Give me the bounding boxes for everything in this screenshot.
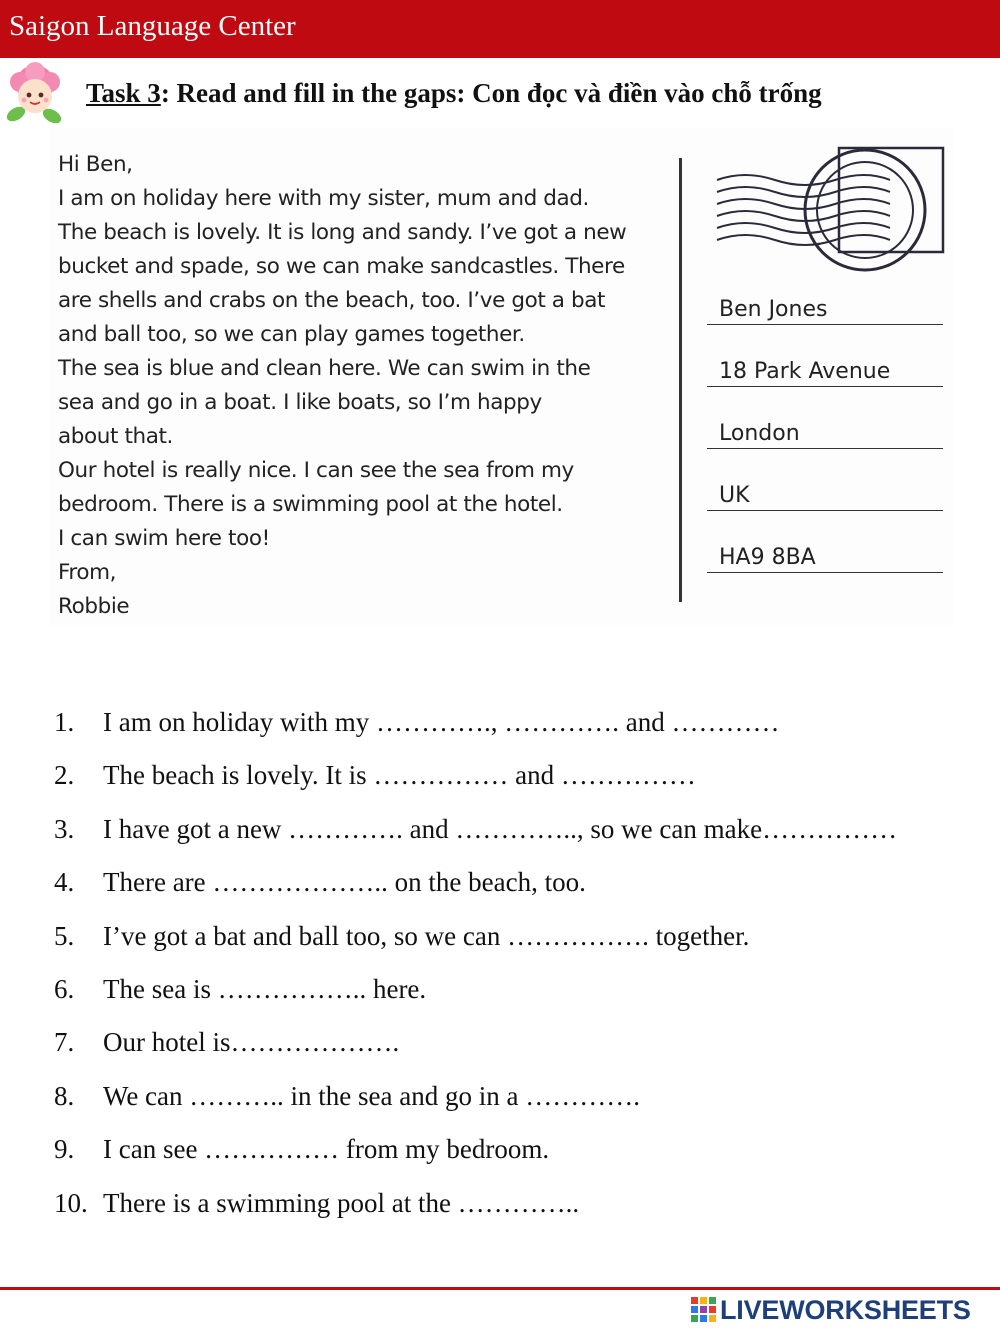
question-text[interactable]: There are ……………….. on the beach, too.: [103, 867, 586, 898]
postcard-divider: [679, 158, 682, 602]
letter-line: about that.: [58, 424, 173, 449]
question-text[interactable]: We can ……….. in the sea and go in a ………….: [103, 1080, 640, 1111]
question-item: [54, 921, 994, 974]
question-text[interactable]: There is a swimming pool at the …………..: [103, 1187, 580, 1218]
footer-divider: [0, 1287, 1000, 1290]
question-item: [54, 707, 994, 760]
letter-line: and ball too, so we can play games together.: [58, 322, 525, 347]
question-number: 9.: [54, 1134, 75, 1165]
question-item: [54, 1027, 994, 1080]
postmark-stamp-icon: [715, 140, 947, 280]
question-number: 7.: [54, 1027, 75, 1058]
question-number: 1.: [54, 707, 75, 737]
letter-line: I am on holiday here with my sister, mum and dad.: [58, 186, 589, 211]
question-number: 6.: [54, 973, 75, 1004]
address-name: Ben Jones: [719, 297, 828, 322]
letter-line: Our hotel is really nice. I can see the sea from my: [58, 458, 574, 483]
question-number: 2.: [54, 760, 75, 791]
question-text[interactable]: The sea is …………….. here.: [103, 973, 427, 1004]
flower-mascot-icon: [2, 62, 68, 126]
letter-line: sea and go in a boat. I like boats, so I’m happy: [58, 390, 542, 415]
letter-line: Hi Ben,: [58, 152, 133, 177]
address-line: [707, 336, 943, 387]
center-name: Saigon Language Center: [9, 10, 296, 42]
question-number: 5.: [54, 920, 75, 951]
address-street: 18 Park Avenue: [719, 359, 891, 384]
postcard-letter: [58, 148, 668, 624]
question-text[interactable]: I can see …………… from my bedroom.: [103, 1134, 550, 1165]
question-item: [54, 867, 994, 920]
letter-line: The beach is lovely. It is long and sandy. I’ve got a new: [58, 220, 627, 245]
question-text[interactable]: I have got a new …………. and ………….., so we can make……………: [103, 813, 898, 844]
question-text[interactable]: I am on holiday with my …………., …………. and …………: [103, 707, 780, 737]
question-text[interactable]: I’ve got a bat and ball too, so we can ……………. together.: [103, 920, 750, 951]
letter-line: The sea is blue and clean here. We can swim in the: [58, 356, 591, 381]
address-line: [707, 460, 943, 511]
question-item: [54, 974, 994, 1027]
question-number: 3.: [54, 813, 75, 844]
task-heading: [86, 78, 822, 109]
question-number: 10.: [54, 1187, 88, 1218]
address-postcode: HA9 8BA: [719, 545, 816, 570]
question-item: [54, 1188, 994, 1241]
question-item: [54, 1081, 994, 1134]
address-line: [707, 274, 943, 325]
question-item: [54, 760, 994, 813]
task-instruction: : Read and fill in the gaps: Con đọc và điền vào chỗ trống: [160, 78, 822, 108]
address-country: UK: [719, 483, 750, 508]
liveworksheets-logo[interactable]: [691, 1293, 971, 1327]
letter-line: are shells and crabs on the beach, too. I’ve got a bat: [58, 288, 606, 313]
postcard: [50, 128, 954, 626]
question-item: [54, 1134, 994, 1187]
question-text[interactable]: The beach is lovely. It is …………… and ……………: [103, 760, 696, 791]
letter-line: From,: [58, 560, 117, 585]
question-number: 4.: [54, 867, 75, 898]
address-city: London: [719, 421, 800, 446]
letter-line: Robbie: [58, 594, 130, 619]
letter-line: I can swim here too!: [58, 526, 270, 551]
brand-name: LIVEWORKSHEETS: [720, 1294, 971, 1325]
task-number: Task 3: [86, 78, 161, 108]
question-list: [54, 707, 994, 1241]
question-item: [54, 814, 994, 867]
question-text[interactable]: Our hotel is……………….: [103, 1027, 400, 1058]
header-bar: [0, 0, 1000, 58]
liveworksheets-grid-icon: [691, 1297, 717, 1323]
address-line: [707, 522, 943, 573]
letter-line: bedroom. There is a swimming pool at the hotel.: [58, 492, 563, 517]
letter-line: bucket and spade, so we can make sandcastles. There: [58, 254, 625, 279]
question-number: 8.: [54, 1080, 75, 1111]
address-line: [707, 398, 943, 449]
